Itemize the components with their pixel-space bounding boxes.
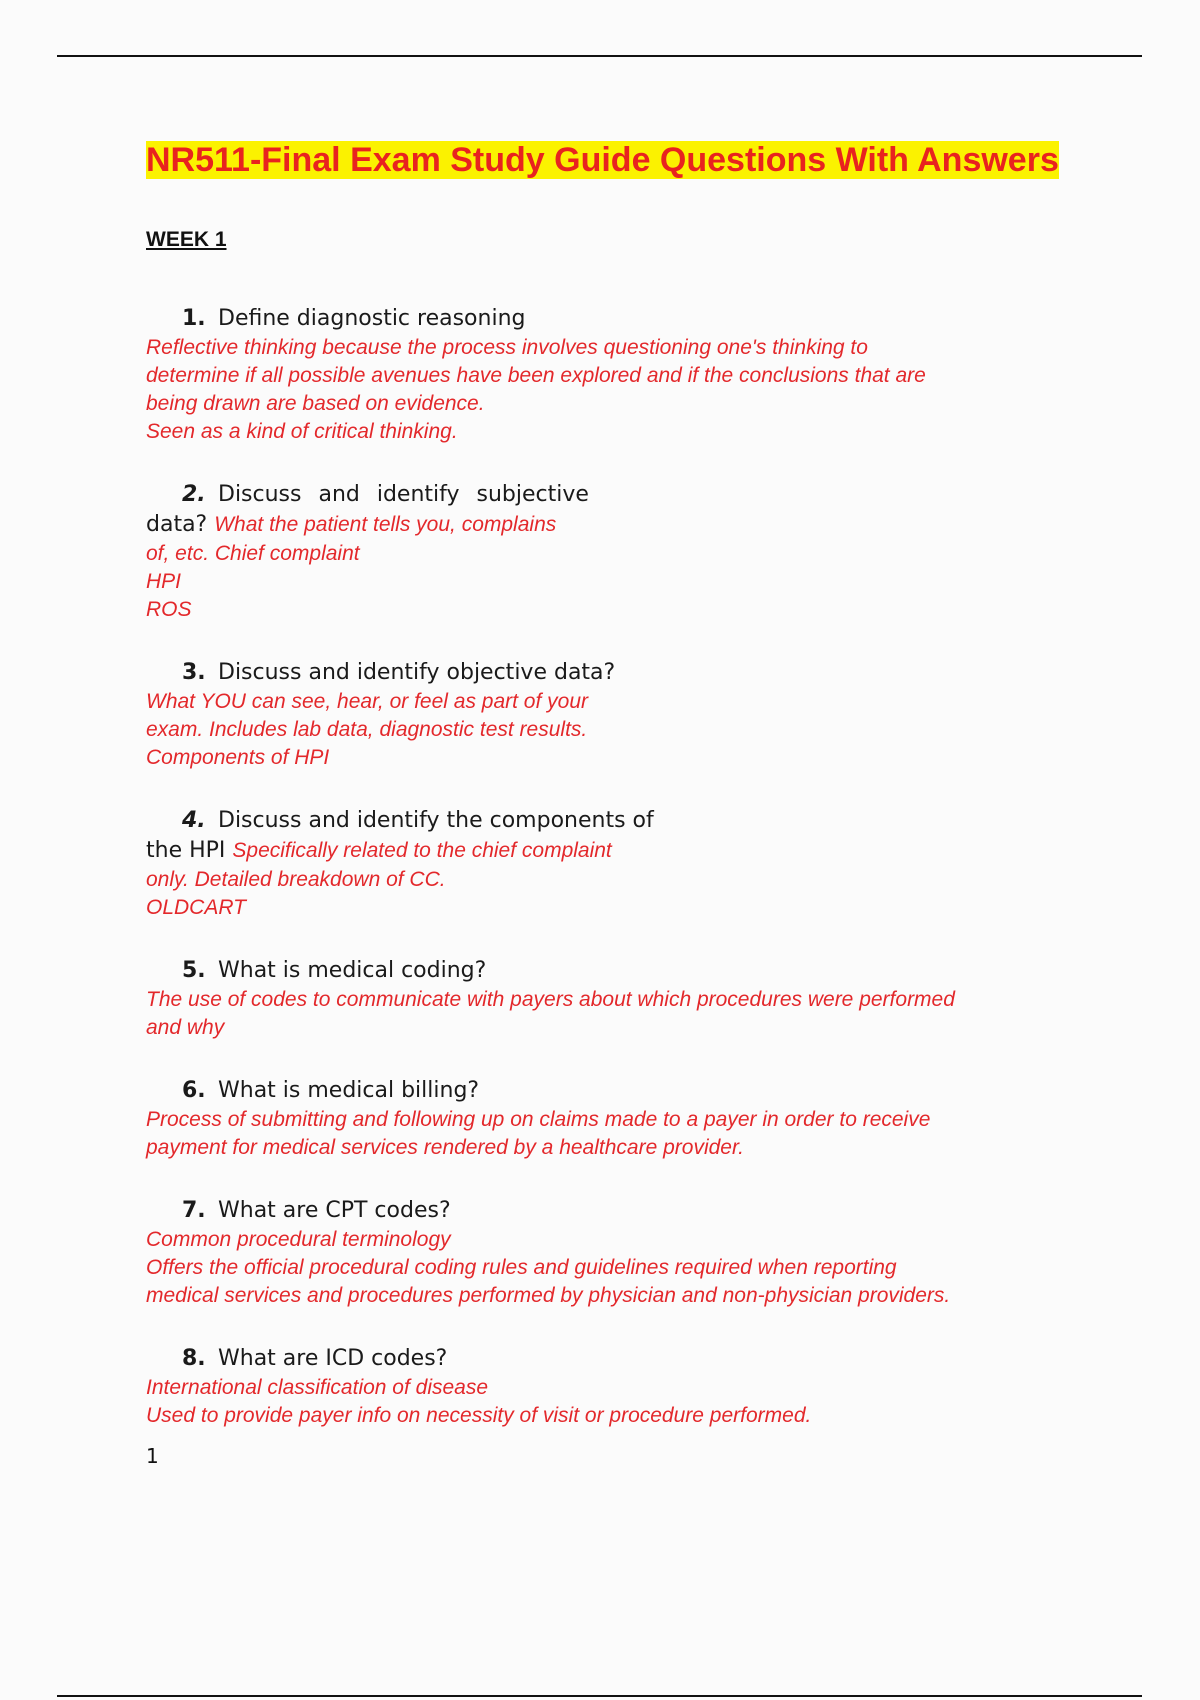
question-item — [146, 304, 1106, 446]
question-text: What are ICD codes? — [218, 1346, 448, 1371]
question-item — [146, 806, 1106, 922]
answer-text: Common procedural terminology Offers the official procedural coding rules and guidelines required when reporting medical services and procedures performed by physician and non-physician providers. — [146, 1228, 951, 1307]
answer-text: International classification of disease Used to provide payer info on necessity of visit or procedure performed. — [146, 1376, 812, 1427]
question-number: 7. — [182, 1198, 206, 1223]
answer-text: What the patient tells you, complains — [214, 513, 557, 536]
answer-text: only. Detailed breakdown of CC. OLDCART — [146, 868, 446, 919]
question-number: 6. — [182, 1078, 206, 1103]
page-number: 1 — [146, 1444, 159, 1468]
question-text: What is medical coding? — [218, 958, 487, 983]
question-item — [146, 1344, 1106, 1430]
question-number: 1. — [182, 306, 206, 331]
question-number: 2. — [182, 482, 206, 507]
question-number: 8. — [182, 1346, 206, 1371]
question-text: Discuss and identify objective data? — [218, 660, 616, 685]
question-number: 3. — [182, 660, 206, 685]
question-text: What is medical billing? — [218, 1078, 480, 1103]
question-item — [146, 1196, 1106, 1310]
question-item — [146, 956, 1106, 1042]
top-rule — [57, 55, 1142, 57]
question-text: Define diagnostic reasoning — [218, 306, 526, 331]
question-number: 4. — [182, 808, 206, 833]
question-number: 5. — [182, 958, 206, 983]
question-text: Discuss and identify the components of — [218, 808, 654, 833]
answer-text: Reflective thinking because the process involves questioning one's thinking to determine if all possible avenues have been explored and if the conclusions that are being drawn are based on evidence. Seen as a kind of critical thinking. — [146, 336, 926, 443]
question-text: Discuss and identify subjective — [218, 482, 589, 507]
question-text: the HPI — [146, 838, 226, 863]
question-text: data? — [146, 512, 208, 537]
answer-text: Process of submitting and following up on claims made to a payer in order to receive payment for medical services rendered by a healthcare provider. — [146, 1108, 931, 1159]
document-title: NR511-Final Exam Study Guide Questions With Answers — [146, 141, 1059, 179]
answer-text: of, etc. Chief complaint HPI ROS — [146, 542, 360, 621]
section-heading: WEEK 1 — [146, 228, 227, 251]
question-text: What are CPT codes? — [218, 1198, 451, 1223]
question-item — [146, 658, 1106, 772]
question-item — [146, 480, 1106, 624]
answer-text: The use of codes to communicate with payers about which procedures were performed and why — [146, 988, 955, 1039]
answer-text: What YOU can see, hear, or feel as part of your exam. Includes lab data, diagnostic test results. Components of HPI — [146, 690, 589, 769]
document-body — [146, 140, 1106, 1468]
answer-text: Specifically related to the chief complaint — [232, 839, 612, 862]
bottom-rule — [57, 1695, 1142, 1697]
question-item — [146, 1076, 1106, 1162]
